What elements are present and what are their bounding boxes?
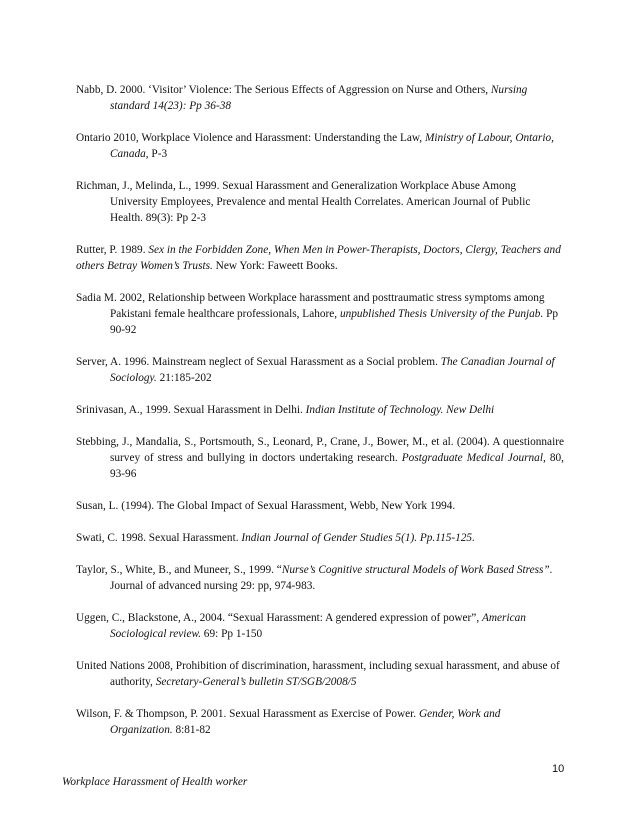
reference-entry [76,402,564,418]
reference-entry [76,658,564,690]
reference-text: Pp 90-92 [110,308,559,336]
reference-entry [76,290,564,338]
reference-text: Swati, C. 1998. Sexual Harassment. [76,532,242,544]
reference-text: 21:185-202 [156,372,212,384]
reference-italic-text: Sex in the Forbidden Zone, When Men in Power-Therapists, Doctors, Clergy, Teachers and others Betray Women’s Trusts. [76,244,561,272]
reference-text: 80, 93-96 [110,452,564,480]
reference-entry [76,242,564,274]
reference-text: Server, A. 1996. Mainstream neglect of Sexual Harassment as a Social problem. [76,356,441,368]
reference-text: New York: Faweett Books. [212,260,338,272]
reference-text: Journal of advanced nursing 29: pp, 974-983. [110,580,316,592]
reference-text: Nabb, D. 2000. ‘Visitor’ Violence: The Serious Effects of Aggression on Nurse and Others, [76,84,491,96]
reference-text: Wilson, F. & Thompson, P. 2001. Sexual Harassment as Exercise of Power. [76,708,419,720]
page-number: 10 [552,763,565,775]
reference-text: United Nations 2008, Prohibition of discrimination, harassment, including sexual harassment, and abuse of authority, [76,660,560,688]
reference-entry [76,354,564,386]
reference-entry [76,530,564,546]
reference-text: 69: Pp 1-150 [200,628,263,640]
reference-text: , P-3 [145,148,168,160]
reference-italic-text: Gender, Work and Organization. [110,708,501,736]
reference-text: Taylor, S., White, B., and Muneer, S., 1999. “ [76,564,282,576]
reference-italic-text: Nurse’s Cognitive structural Models of Work Based Stress”. [281,564,553,576]
reference-italic-text: Indian Institute of Technology. New Delhi [305,404,495,416]
reference-text: 8:81-82 [172,724,211,736]
reference-italic-text: Secretary-General’s bulletin ST/SGB/2008/5 [155,676,357,688]
reference-italic-text: Ministry of Labour, Ontario, Canada [110,132,554,160]
reference-text: Susan, L. (1994). The Global Impact of Sexual Harassment, Webb, New York 1994. [76,500,456,512]
reference-entry [76,562,564,594]
reference-text: Uggen, C., Blackstone, A., 2004. “Sexual Harassment: A gendered expression of power”, [76,612,482,624]
reference-entry [76,178,564,226]
reference-text: Srinivasan, A., 1999. Sexual Harassment in Delhi. [76,404,306,416]
reference-entry [76,610,564,642]
reference-italic-text: Postgraduate Medical Journal, [401,452,546,464]
reference-text: Rutter, P. 1989. [76,244,149,256]
reference-list [76,82,564,754]
reference-entry [76,82,564,114]
reference-text: Stebbing, J., Mandalia, S., Portsmouth, S., Leonard, P., Crane, J., Bower, M., et al. (2004). A questionnaire survey of stress and bullying in doctors undertaking research. [76,436,564,464]
reference-italic-text: unpublished Thesis University of the Punjab. [339,308,544,320]
page-footer: Workplace Harassment of Health worker [62,776,248,788]
reference-text: Sadia M. 2002, Relationship between Workplace harassment and posttraumatic stress symptoms among Pakistani female healthcare professionals, Lahore, [76,292,545,320]
reference-entry [76,434,564,482]
reference-entry [76,498,564,514]
reference-entry [76,706,564,738]
reference-entry [76,130,564,162]
reference-italic-text: Nursing standard 14(23): Pp 36-38 [110,84,528,112]
reference-italic-text: The Canadian Journal of Sociology. [110,356,555,384]
reference-italic-text: Indian Journal of Gender Studies 5(1). Pp.115-125. [241,532,475,544]
reference-text: Ontario 2010, Workplace Violence and Harassment: Understanding the Law, [76,132,425,144]
reference-text: Richman, J., Melinda, L., 1999. Sexual Harassment and Generalization Workplace Abuse Among University Employees, Prevalence and mental Health Correlates. American Journal of Public Health. 89(3): Pp 2-3 [76,180,531,224]
reference-italic-text: American Sociological review. [110,612,526,640]
